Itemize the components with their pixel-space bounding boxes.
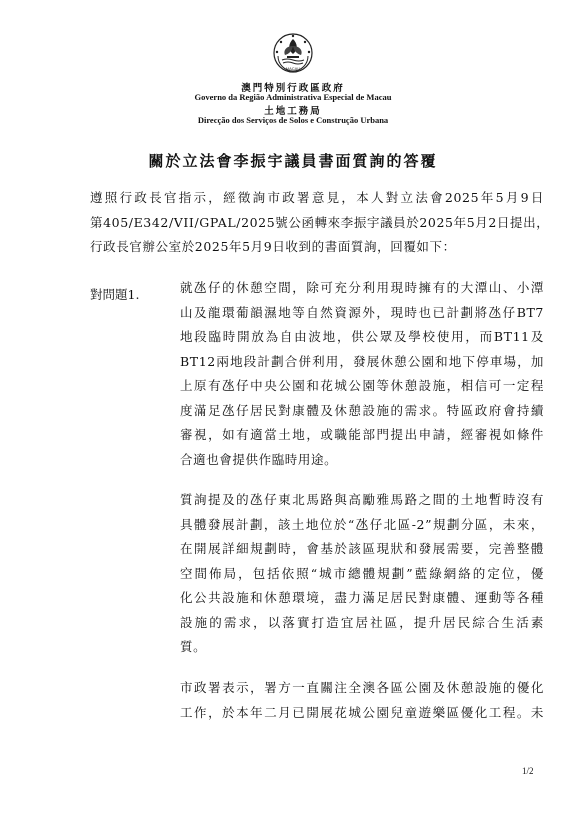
intro-line: 行政長官辦公室於2025年5月9日收到的書面質詢，回覆如下： <box>90 239 456 254</box>
paragraph-line: 在開展詳細規劃時，會基於該區現狀和發展需要，完善整體 <box>180 541 544 556</box>
paragraph-line: 市政署表示，署方一直關注全澳各區公園及休憩設施的優化 <box>180 680 544 695</box>
paragraph-line: 設施的需求，以落實打造宜居社區，提升居民綜合生活素 <box>180 614 544 630</box>
emblem-caption: MACAU <box>285 66 301 71</box>
paragraph-line: 上原有氹仔中央公園和花城公園等休憩設施，相信可一定程 <box>180 378 544 393</box>
paragraph-line: 就氹仔的休憩空間，除可充分利用現時擁有的大潭山、小潭 <box>180 280 544 295</box>
answer-paragraph-1 <box>180 276 544 472</box>
question-label: 對問題1. <box>90 287 140 302</box>
government-name-pt: Governo da Região Administrativa Especial de Macau <box>194 92 392 102</box>
department-name-zh: 土地工務局 <box>264 106 322 117</box>
paragraph-line: 質詢提及的氹仔東北馬路與高勵雅馬路之間的土地暫時沒有 <box>180 492 544 507</box>
paragraph-line: BT12兩地段計劃合併利用，發展休憩公園和地下停車場，加 <box>180 353 544 369</box>
paragraph-line: 山及龍環葡韻濕地等自然資源外，現時也已計劃將氹仔BT7 <box>180 304 544 320</box>
paragraph-line: 度滿足氹仔居民對康體及休憩設施的需求。特區政府會持續 <box>180 402 544 418</box>
document-title: 關於立法會李振宇議員書面質詢的答覆 <box>148 152 438 170</box>
intro-line: 遵照行政長官指示，經徵詢市政署意見，本人對立法會2025年5月9日 <box>90 190 544 205</box>
intro-paragraph <box>90 186 550 260</box>
answer-paragraph-2 <box>180 488 544 660</box>
paragraph-line: 地段臨時開放為自由波地，供公眾及學校使用，而BT11及 <box>180 329 544 344</box>
page-number: 1/2 <box>522 766 534 776</box>
paragraph-line: 合適也會提供作臨時用途。 <box>180 451 338 467</box>
department-name-pt: Direcção dos Serviços de Solos e Construção Urbana <box>197 115 389 125</box>
paragraph-line: 化公共設施和休憩環境，盡力滿足居民對康體、運動等各種 <box>180 590 544 605</box>
paragraph-line: 質。 <box>180 639 207 654</box>
paragraph-line: 空間佈局，包括依照“城市總體規劃”藍綠網絡的定位，優 <box>180 565 544 581</box>
paragraph-line: 審視，如有適當土地，或職能部門提出申請，經審視如條件 <box>180 427 544 442</box>
government-name-zh: 澳門特別行政區政府 <box>241 83 345 94</box>
answer-paragraph-3 <box>180 676 544 725</box>
government-emblem <box>272 32 314 74</box>
paragraph-line: 具體發展計劃，該土地位於“氹仔北區-2”規劃分區，未來， <box>180 516 544 532</box>
paragraph-line: 工作，於本年二月已開展花城公園兒童遊樂區優化工程。未 <box>180 704 544 720</box>
intro-line: 第405/E342/VII/GPAL/2025號公函轉來李振宇議員於2025年5月2日提出， <box>90 214 550 230</box>
